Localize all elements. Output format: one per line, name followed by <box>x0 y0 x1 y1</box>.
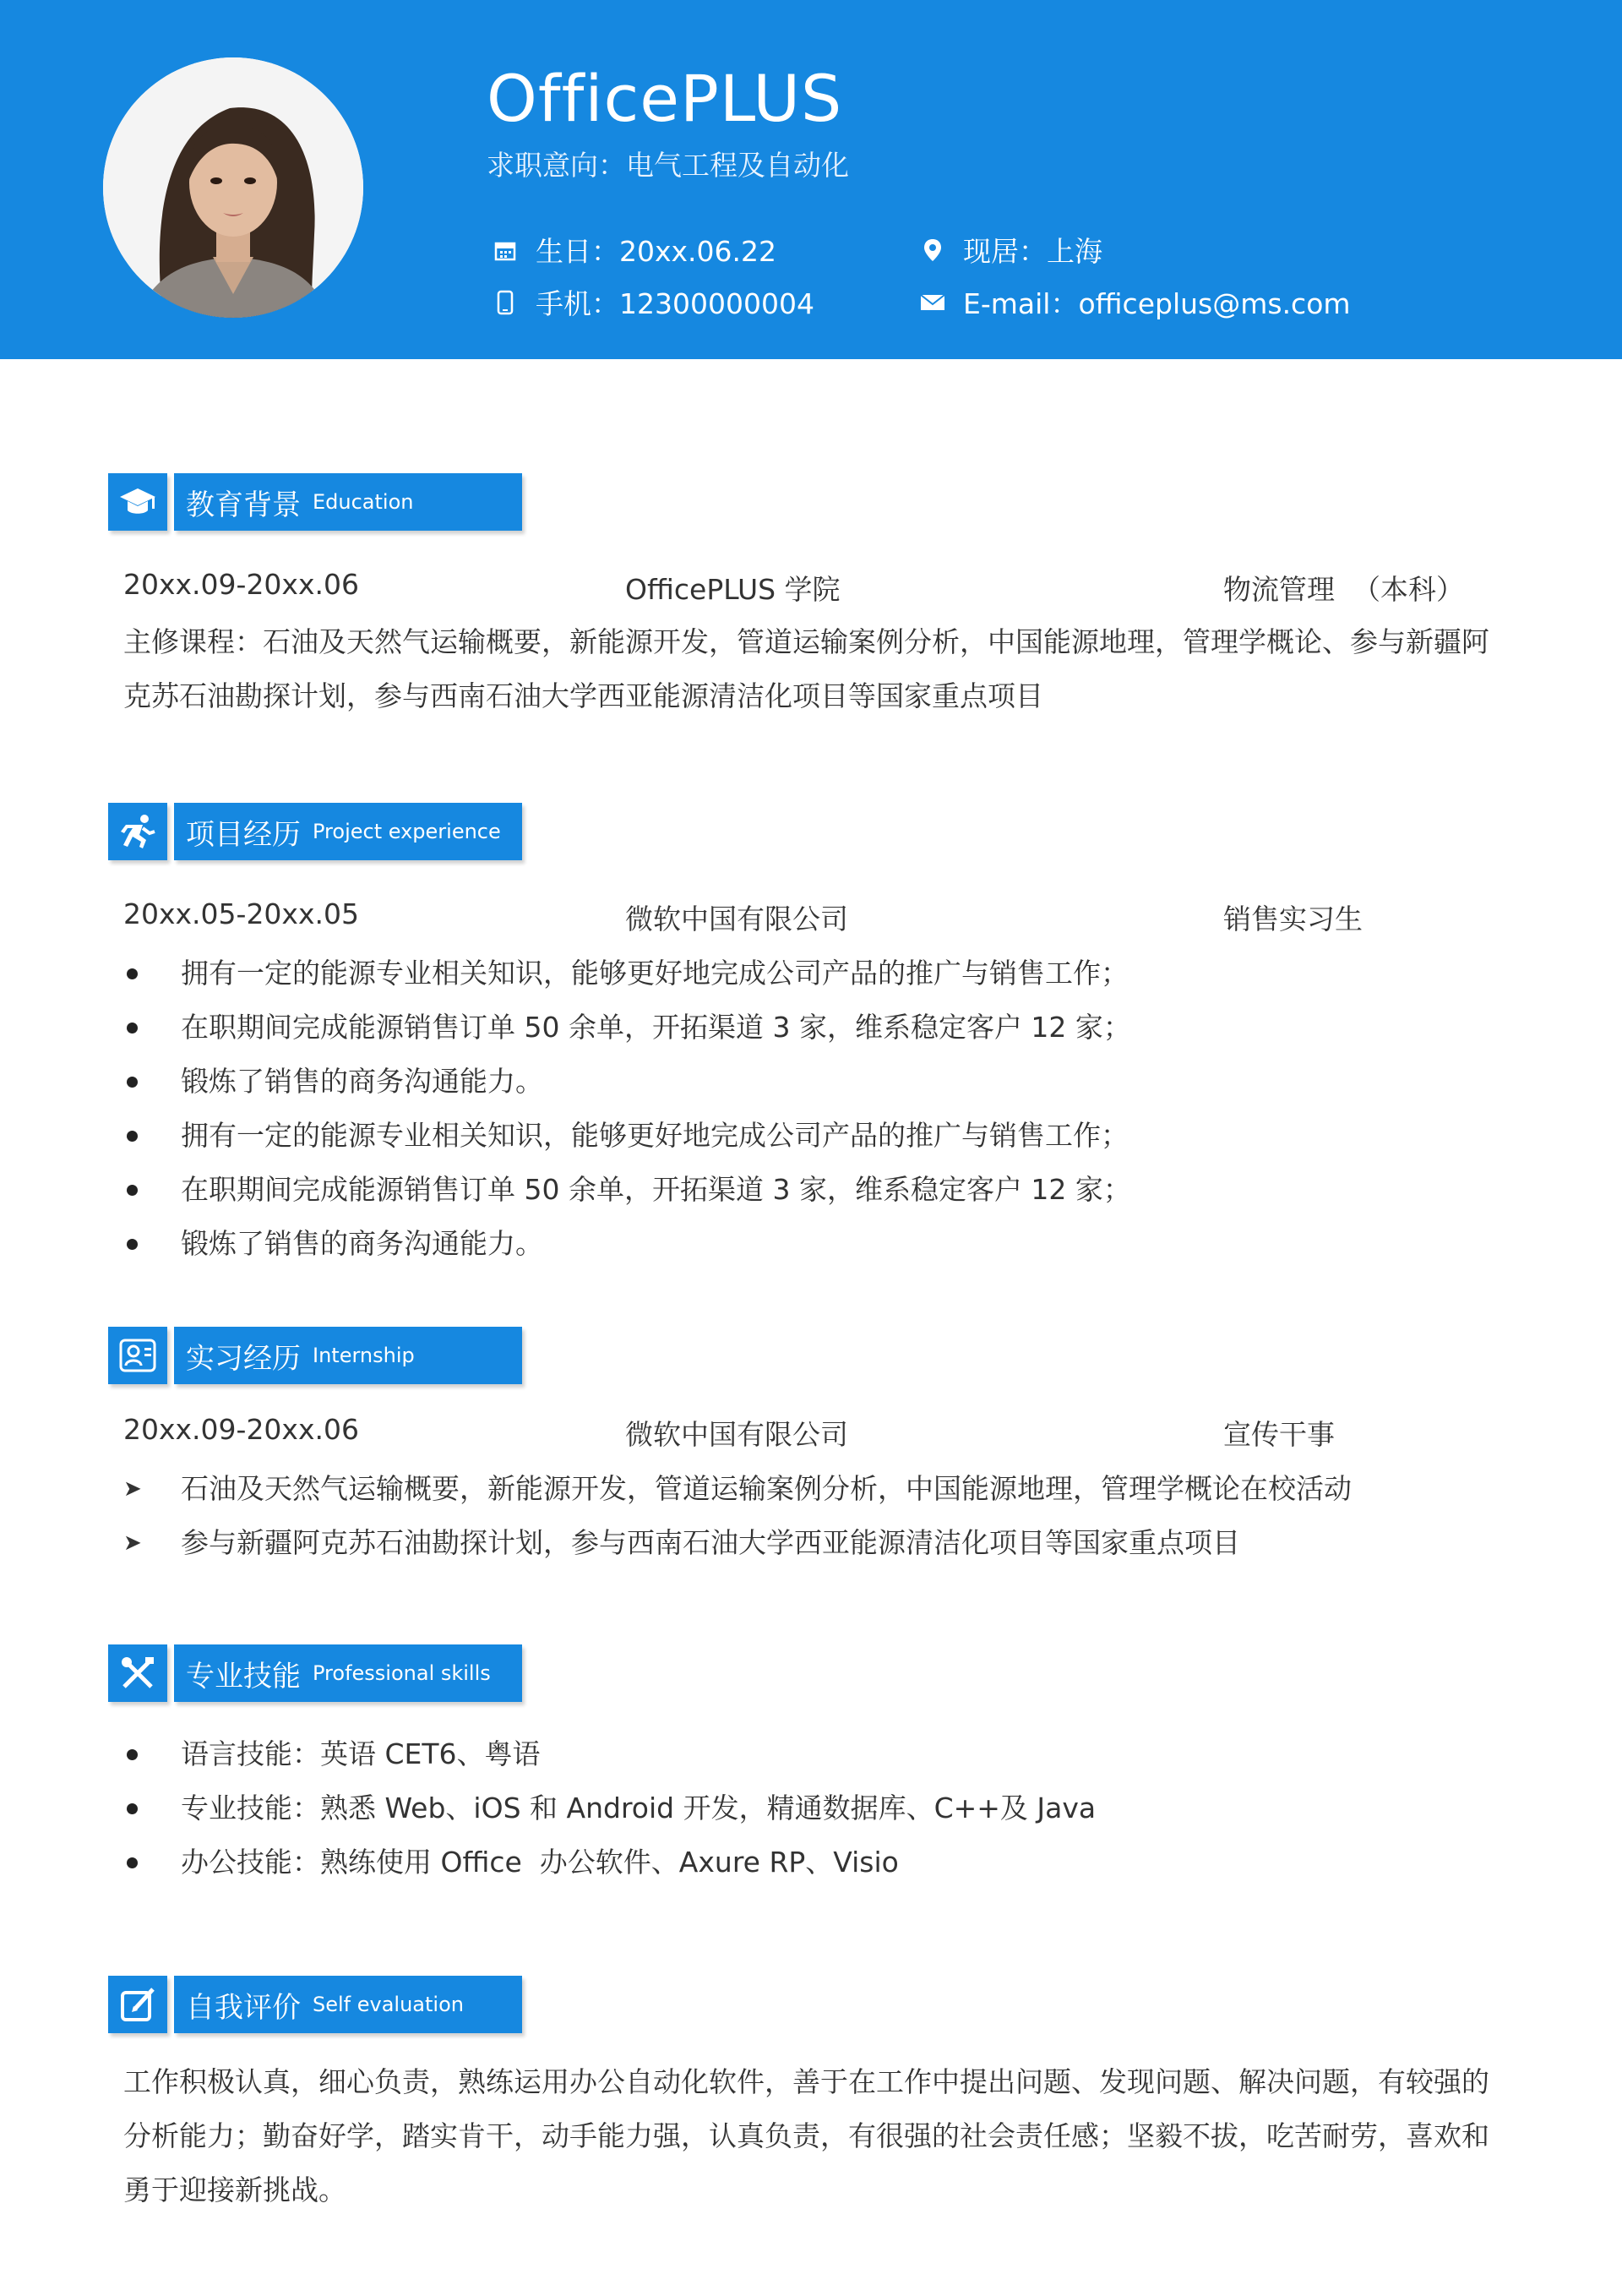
bullet-dot-icon <box>127 1077 138 1088</box>
section-title-en: Self evaluation <box>313 1993 464 2016</box>
arrow-bullet-icon: ➤ <box>123 1530 142 1556</box>
birth-info <box>487 230 776 270</box>
list-item: 办公技能：熟练使用 Office 办公软件、Axure RP、Visio <box>123 1835 1096 1890</box>
calendar-icon <box>487 233 524 267</box>
internship-list <box>123 1462 1352 1570</box>
phone-info <box>487 282 814 322</box>
self-evaluation-text: 工作积极认真，细心负责，熟练运用办公自动化软件，善于在工作中提出问题、发现问题、解决问题，有较强的分析能力；勤奋好学，踏实肯干，动手能力强，认真负责，有很强的社会责任感；坚毅不拔，吃苦耐劳，喜欢和勇于迎接新挑战。 <box>123 2065 1489 2206</box>
list-item: 语言技能：英语 CET6、粤语 <box>123 1727 1096 1781</box>
tools-icon <box>108 1644 167 1702</box>
bullet-dot-icon <box>127 1131 138 1142</box>
birth-text: 生日：20xx.06.22 <box>536 235 777 268</box>
bullet-dot-icon <box>127 1023 138 1033</box>
project-company: 微软中国有限公司 <box>625 903 848 935</box>
list-item: 锻炼了销售的商务沟通能力。 <box>123 1055 1131 1109</box>
list-item: 在职期间完成能源销售订单 50 余单，开拓渠道 3 家，维系稳定客户 12 家； <box>123 1163 1131 1217</box>
internship-company: 微软中国有限公司 <box>625 1418 848 1451</box>
bullet-dot-icon <box>127 1803 138 1814</box>
list-item: 在职期间完成能源销售订单 50 余单，开拓渠道 3 家，维系稳定客户 12 家； <box>123 1001 1131 1055</box>
phone-text: 手机：12300000004 <box>536 287 814 320</box>
edit-icon <box>108 1976 167 2033</box>
section-title: 项目经历 <box>186 817 301 852</box>
person-badge-icon <box>108 1327 167 1384</box>
location-text: 现居：上海 <box>963 235 1102 268</box>
section-title: 专业技能 <box>186 1659 301 1693</box>
candidate-name: OfficePLUS <box>487 61 843 136</box>
bullet-dot-icon <box>127 1857 138 1868</box>
project-role: 销售实习生 <box>1223 903 1363 935</box>
section-heading-skills <box>108 1644 522 1702</box>
bullet-dot-icon <box>127 1239 138 1250</box>
section-heading-project <box>108 803 522 860</box>
bullet-dot-icon <box>127 968 138 979</box>
section-title-bar <box>174 1976 522 2033</box>
section-title-en: Project experience <box>313 820 501 843</box>
education-school: OfficePLUS 学院 <box>625 573 841 606</box>
section-title-en: Education <box>313 490 414 514</box>
education-date: 20xx.09-20xx.06 <box>123 568 359 601</box>
section-title-en: Internship <box>313 1344 415 1367</box>
job-intent: 求职意向：电气工程及自动化 <box>487 149 849 182</box>
skills-list <box>123 1727 1096 1890</box>
section-heading-internship <box>108 1327 522 1384</box>
project-date: 20xx.05-20xx.05 <box>123 897 359 930</box>
mail-icon <box>914 286 951 319</box>
bullet-dot-icon <box>127 1185 138 1196</box>
section-title: 实习经历 <box>186 1341 301 1376</box>
project-list <box>123 946 1131 1271</box>
section-title: 自我评价 <box>186 1990 301 2025</box>
section-title-en: Professional skills <box>313 1661 491 1685</box>
avatar <box>103 57 363 318</box>
list-item: 拥有一定的能源专业相关知识，能够更好地完成公司产品的推广与销售工作； <box>123 946 1131 1001</box>
section-title-bar <box>174 1327 522 1384</box>
section-title-bar <box>174 473 522 531</box>
location-pin-icon <box>914 233 951 267</box>
list-item: ➤ 参与新疆阿克苏石油勘探计划，参与西南石油大学西亚能源清洁化项目等国家重点项目 <box>123 1516 1352 1570</box>
list-item: 锻炼了销售的商务沟通能力。 <box>123 1217 1131 1271</box>
list-item: 专业技能：熟悉 Web、iOS 和 Android 开发，精通数据库、C++及 Java <box>123 1781 1096 1835</box>
portrait-image <box>103 57 363 318</box>
phone-icon <box>487 286 524 319</box>
education-major: 物流管理 （本科） <box>1223 573 1464 606</box>
arrow-bullet-icon: ➤ <box>123 1476 142 1502</box>
running-person-icon <box>108 803 167 860</box>
bullet-dot-icon <box>127 1749 138 1760</box>
location-info <box>914 230 1102 270</box>
email-text: E-mail：officeplus@ms.com <box>963 287 1351 320</box>
section-title: 教育背景 <box>186 488 301 522</box>
email-info <box>914 282 1351 322</box>
internship-role: 宣传干事 <box>1223 1418 1335 1451</box>
section-title-bar <box>174 803 522 860</box>
education-description: 主修课程：石油及天然气运输概要，新能源开发，管道运输案例分析，中国能源地理，管理学概论、参与新疆阿克苏石油勘探计划，参与西南石油大学西亚能源清洁化项目等国家重点项目 <box>123 625 1489 712</box>
list-item: ➤ 石油及天然气运输概要，新能源开发，管道运输案例分析，中国能源地理，管理学概论在校活动 <box>123 1462 1352 1516</box>
section-heading-self-evaluation <box>108 1976 522 2033</box>
section-heading-education <box>108 473 522 531</box>
section-title-bar <box>174 1644 522 1702</box>
list-item: 拥有一定的能源专业相关知识，能够更好地完成公司产品的推广与销售工作； <box>123 1109 1131 1163</box>
header-banner <box>0 0 1622 359</box>
internship-date: 20xx.09-20xx.06 <box>123 1413 359 1446</box>
graduation-cap-icon <box>108 473 167 531</box>
